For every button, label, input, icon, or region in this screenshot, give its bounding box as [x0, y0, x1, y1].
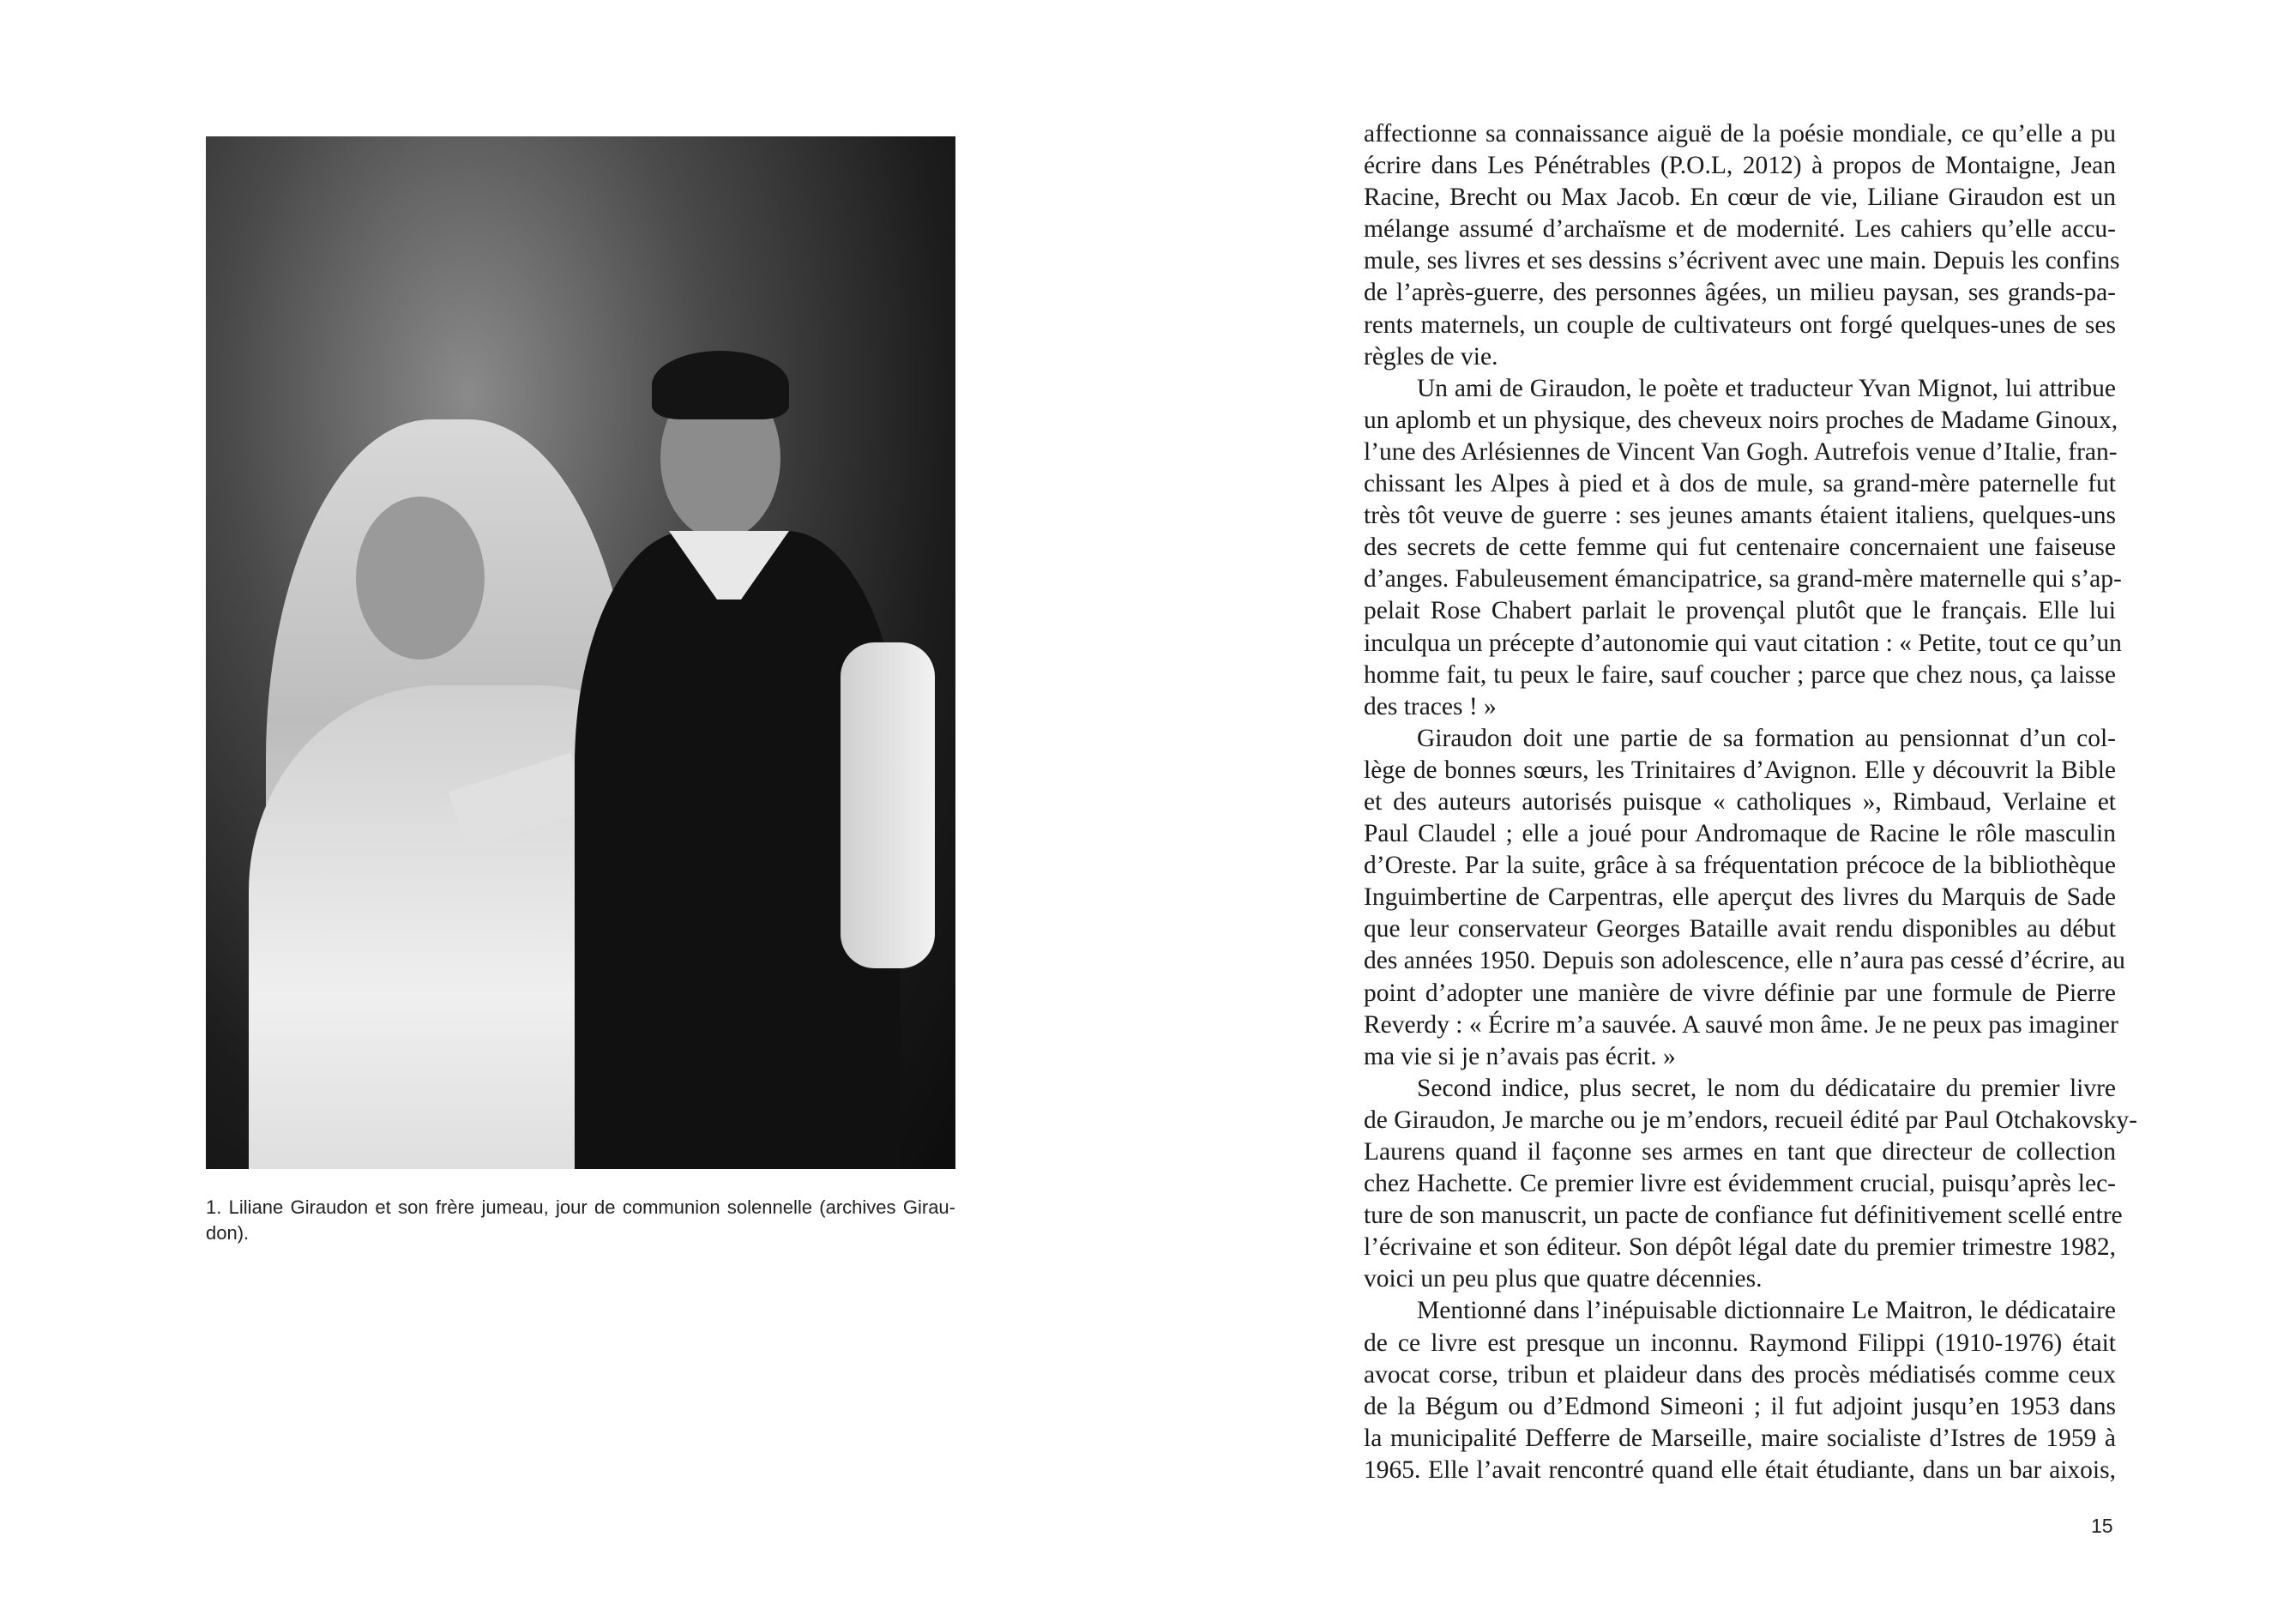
text-line: mule, ses livres et ses dessins s’écrivent avec une main. Depuis les confins: [1364, 247, 2120, 275]
paragraph: [1364, 373, 2122, 723]
text-line: que leur conservateur Georges Bataille avait rendu disponibles au début: [1364, 915, 2116, 943]
text-line: homme fait, tu peux le faire, sauf coucher ; parce que chez nous, ça laisse: [1364, 660, 2116, 689]
text-line: pelait Rose Chabert parlait le provençal plutôt que le français. Elle lui: [1364, 597, 2116, 625]
text-line: de Giraudon, Je marche ou je m’endors, recueil édité par Paul Otchakovsky-: [1364, 1106, 2137, 1134]
text-line: ma vie si je n’avais pas écrit. »: [1364, 1042, 1676, 1070]
paragraph: [1364, 118, 2120, 373]
paragraph: [1364, 723, 2125, 1073]
text-line: de la Bégum ou d’Edmond Simeoni ; il fut adjoint jusqu’en 1953 dans: [1364, 1392, 2116, 1420]
text-line: Giraudon doit une partie de sa formation au pensionnat d’un col-: [1417, 724, 2116, 752]
text-line: avocat corse, tribun et plaideur dans des procès médiatisés comme ceux: [1364, 1360, 2116, 1389]
text-line: chez Hachette. Ce premier livre est évidemment crucial, puisqu’après lec-: [1364, 1170, 2116, 1198]
paragraph: [1364, 1073, 2137, 1296]
photo-armband: [841, 642, 935, 968]
text-line: de ce livre est presque un inconnu. Raymond Filippi (1910-1976) était: [1364, 1329, 2116, 1357]
text-line: de l’après-guerre, des personnes âgées, un milieu paysan, ses grands-pa-: [1364, 279, 2116, 307]
communion-photograph: [206, 136, 955, 1169]
text-line: des années 1950. Depuis son adolescence, elle n’aura pas cessé d’écrire, au: [1364, 947, 2125, 975]
text-line: chissant les Alpes à pied et à dos de mule, sa grand-mère paternelle fut: [1364, 470, 2116, 498]
text-line: mélange assumé d’archaïsme et de modernité. Les cahiers qu’elle accu-: [1364, 215, 2116, 244]
text-line: l’écrivaine et son éditeur. Son dépôt légal date du premier trimestre 1982,: [1364, 1233, 2116, 1262]
text-line: règles de vie.: [1364, 342, 1498, 371]
figure-caption: [206, 1195, 955, 1246]
text-line: un aplomb et un physique, des cheveux noirs proches de Madame Ginoux,: [1364, 406, 2118, 434]
photo-girl-face: [356, 497, 485, 660]
text-line: écrire dans Les Pénétrables (P.O.L, 2012) à propos de Montaigne, Jean: [1364, 152, 2116, 180]
text-line: Paul Claudel ; elle a joué pour Andromaque de Racine le rôle masculin: [1364, 820, 2116, 848]
text-line: point d’adopter une manière de vivre définie par une formule de Pierre: [1364, 979, 2116, 1007]
text-line: la municipalité Defferre de Marseille, maire socialiste d’Istres de 1959 à: [1364, 1424, 2116, 1452]
text-line: Racine, Brecht ou Max Jacob. En cœur de vie, Liliane Giraudon est un: [1364, 184, 2116, 212]
text-line: Mentionné dans l’inépuisable dictionnaire Le Maitron, le dédicataire: [1417, 1297, 2116, 1325]
text-line: d’anges. Fabuleusement émancipatrice, sa grand-mère maternelle qui s’ap-: [1364, 565, 2122, 594]
text-line: ture de son manuscrit, un pacte de confiance fut définitivement scellé entre: [1364, 1202, 2123, 1230]
text-line: Second indice, plus secret, le nom du dédicataire du premier livre: [1417, 1074, 2116, 1102]
text-line: voici un peu plus que quatre décennies.: [1364, 1265, 1763, 1293]
text-line: Laurens quand il façonne ses armes en tant que directeur de collection: [1364, 1138, 2116, 1166]
text-line: très tôt veuve de guerre : ses jeunes amants étaient italiens, quelques-uns: [1364, 502, 2116, 530]
text-line: inculqua un précepte d’autonomie qui vaut citation : « Petite, tout ce qu’un: [1364, 629, 2122, 657]
text-line: 1965. Elle l’avait rencontré quand elle était étudiante, dans un bar aixois,: [1364, 1455, 2116, 1484]
photo-boy-hair: [652, 351, 789, 419]
text-line: Reverdy : « Écrire m’a sauvée. A sauvé mon âme. Je ne peux pas imaginer: [1364, 1010, 2118, 1039]
text-line: et des auteurs autorisés puisque « catholiques », Rimbaud, Verlaine et: [1364, 787, 2116, 816]
text-line: l’une des Arlésiennes de Vincent Van Gogh. Autrefois venue d’Italie, fran-: [1364, 437, 2118, 466]
caption-line: don).: [206, 1222, 250, 1244]
paragraph: [1364, 1295, 2116, 1486]
text-line: rents maternels, un couple de cultivateurs ont forgé quelques-unes de ses: [1364, 310, 2116, 339]
text-line: affectionne sa connaissance aiguë de la poésie mondiale, ce qu’elle a pu: [1364, 120, 2116, 148]
text-line: des traces ! »: [1364, 692, 1497, 720]
text-line: des secrets de cette femme qui fut centenaire concernaient une faiseuse: [1364, 533, 2116, 562]
body-text-column: [1364, 118, 2137, 1486]
text-line: Inguimbertine de Carpentras, elle aperçut des livres du Marquis de Sade: [1364, 883, 2116, 912]
text-line: lège de bonnes sœurs, les Trinitaires d’Avignon. Elle y découvrit la Bible: [1364, 756, 2116, 784]
text-line: Un ami de Giraudon, le poète et traducteur Yvan Mignot, lui attribue: [1417, 374, 2116, 402]
text-line: d’Oreste. Par la suite, grâce à sa fréquentation précoce de la bibliothèque: [1364, 852, 2116, 880]
caption-line: 1. Liliane Giraudon et son frère jumeau, jour de communion solennelle (archives Girau-: [206, 1196, 955, 1218]
page-number: 15: [2091, 1515, 2113, 1537]
